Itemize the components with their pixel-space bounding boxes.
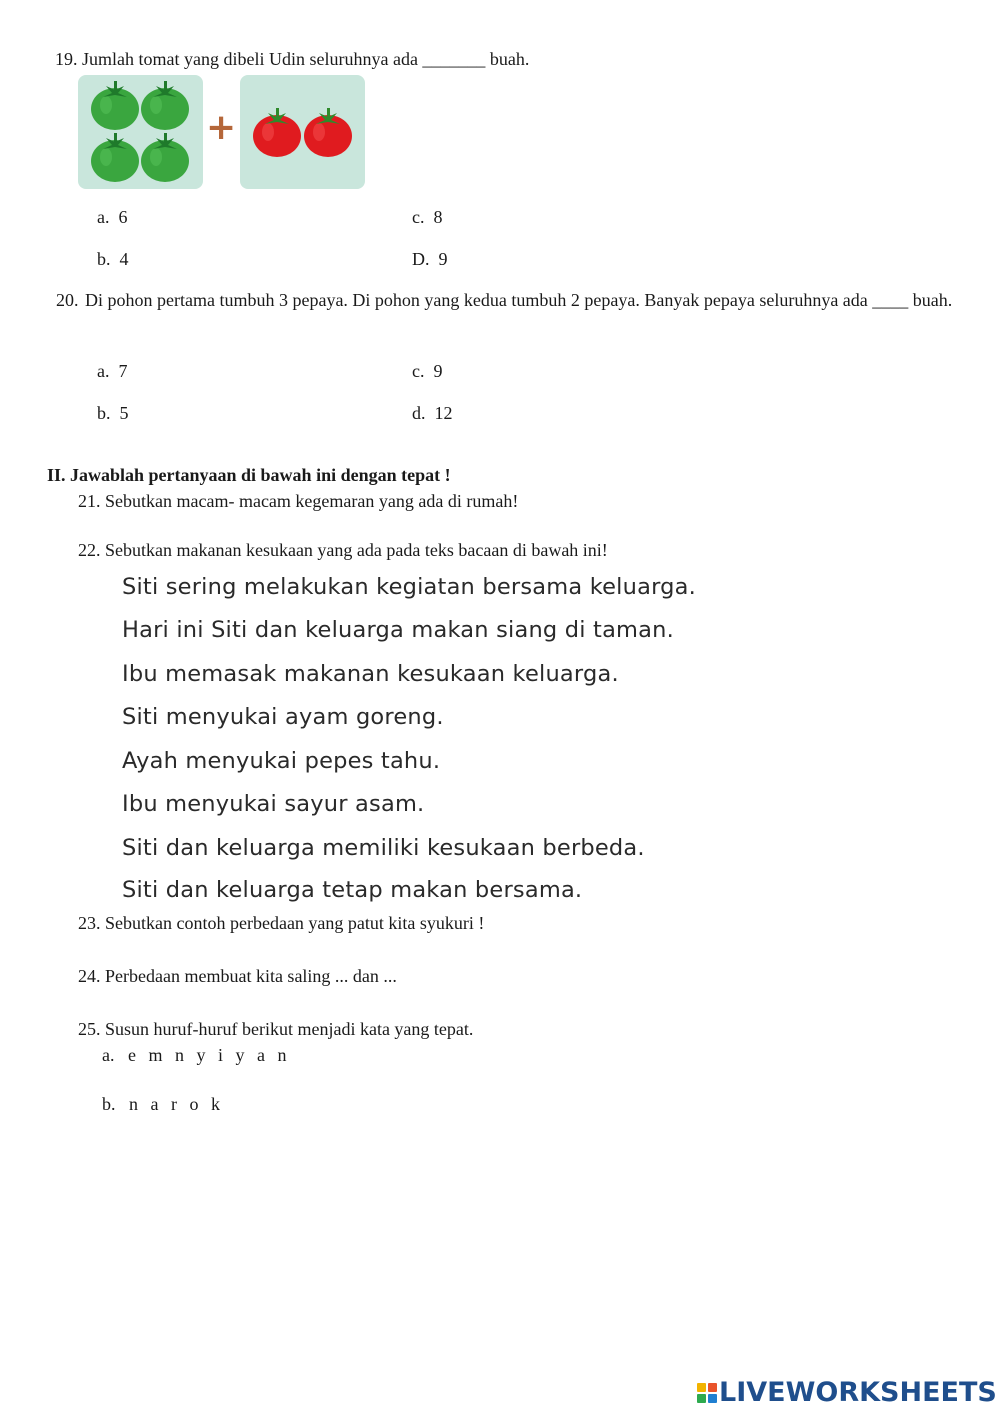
option-letter: c.: [412, 361, 425, 381]
option-letter: a.: [97, 207, 110, 227]
item-letter: b.: [102, 1094, 116, 1114]
logo-text: LIVEWORKSHEETS: [719, 1377, 997, 1408]
q21-text: 21. Sebutkan macam- macam kegemaran yang ada di rumah!: [78, 491, 519, 511]
q19-option-c: [412, 207, 443, 228]
reading-line: Siti dan keluarga tetap makan bersama.: [122, 877, 583, 903]
liveworksheets-logo: [697, 1377, 997, 1408]
scrambled-letters: e m n y i y a n: [128, 1045, 291, 1065]
q23-text: 23. Sebutkan contoh perbedaan yang patut kita syukuri !: [78, 913, 485, 933]
section-title: II. Jawablah pertanyaan di bawah ini dengan tepat !: [47, 465, 451, 485]
green-tomato-icon: [91, 81, 139, 130]
q25-text: 25. Susun huruf-huruf berikut menjadi kata yang tepat.: [78, 1019, 474, 1039]
item-letter: a.: [102, 1045, 115, 1065]
option-letter: b.: [97, 249, 111, 269]
reading-line: Ayah menyukai pepes tahu.: [122, 748, 441, 774]
red-tomato-icon: [304, 108, 352, 157]
red-tomato-icon: [253, 108, 301, 157]
logo-mark-icon: [697, 1383, 717, 1403]
q19-question: Jumlah tomat yang dibeli Udin seluruhnya ada _______ buah.: [82, 49, 530, 69]
q24-text: 24. Perbedaan membuat kita saling ... dan ...: [78, 966, 397, 986]
plus-icon: +: [206, 107, 237, 148]
q22-text: 22. Sebutkan makanan kesukaan yang ada pada teks bacaan di bawah ini!: [78, 540, 608, 560]
option-value: 12: [434, 403, 453, 423]
q20-number: 20.: [56, 290, 79, 310]
q25-item-b: [102, 1094, 224, 1115]
option-value: 7: [118, 361, 128, 381]
option-letter: b.: [97, 403, 111, 423]
green-tomatoes-svg: [78, 75, 203, 189]
q19-option-d: [412, 249, 448, 270]
green-tomato-tile: [78, 75, 203, 189]
q20-option-b: [97, 403, 129, 424]
reading-line: Ibu menyukai sayur asam.: [122, 791, 425, 817]
option-value: 9: [433, 361, 443, 381]
q19-number: 19.: [55, 49, 78, 69]
option-value: 4: [119, 249, 129, 269]
q19-option-b: [97, 249, 129, 270]
reading-line: Siti dan keluarga memiliki kesukaan berbeda.: [122, 835, 645, 861]
option-value: 9: [438, 249, 448, 269]
green-tomato-icon: [91, 133, 139, 182]
option-letter: D.: [412, 249, 430, 269]
reading-line: Siti sering melakukan kegiatan bersama keluarga.: [122, 574, 696, 600]
q25-item-a: [102, 1045, 290, 1066]
red-tomatoes-svg: [240, 75, 365, 189]
option-value: 6: [118, 207, 128, 227]
reading-line: Ibu memasak makanan kesukaan keluarga.: [122, 661, 619, 687]
option-value: 5: [119, 403, 129, 423]
option-value: 8: [433, 207, 443, 227]
q20-option-d: [412, 403, 453, 424]
option-letter: c.: [412, 207, 425, 227]
q20-question: Di pohon pertama tumbuh 3 pepaya. Di pohon yang kedua tumbuh 2 pepaya. Banyak pepaya seluruhnya ada ____ buah.: [85, 290, 953, 310]
q19-text: [55, 49, 529, 70]
option-letter: d.: [412, 403, 426, 423]
reading-line: Siti menyukai ayam goreng.: [122, 704, 444, 730]
q19-option-a: [97, 207, 128, 228]
q20-text: [56, 286, 953, 314]
option-letter: a.: [97, 361, 110, 381]
green-tomato-icon: [141, 81, 189, 130]
scrambled-letters: n a r o k: [129, 1094, 224, 1114]
reading-line: Hari ini Siti dan keluarga makan siang di taman.: [122, 617, 674, 643]
q20-option-a: [97, 361, 128, 382]
q20-option-c: [412, 361, 443, 382]
red-tomato-tile: [240, 75, 365, 189]
green-tomato-icon: [141, 133, 189, 182]
